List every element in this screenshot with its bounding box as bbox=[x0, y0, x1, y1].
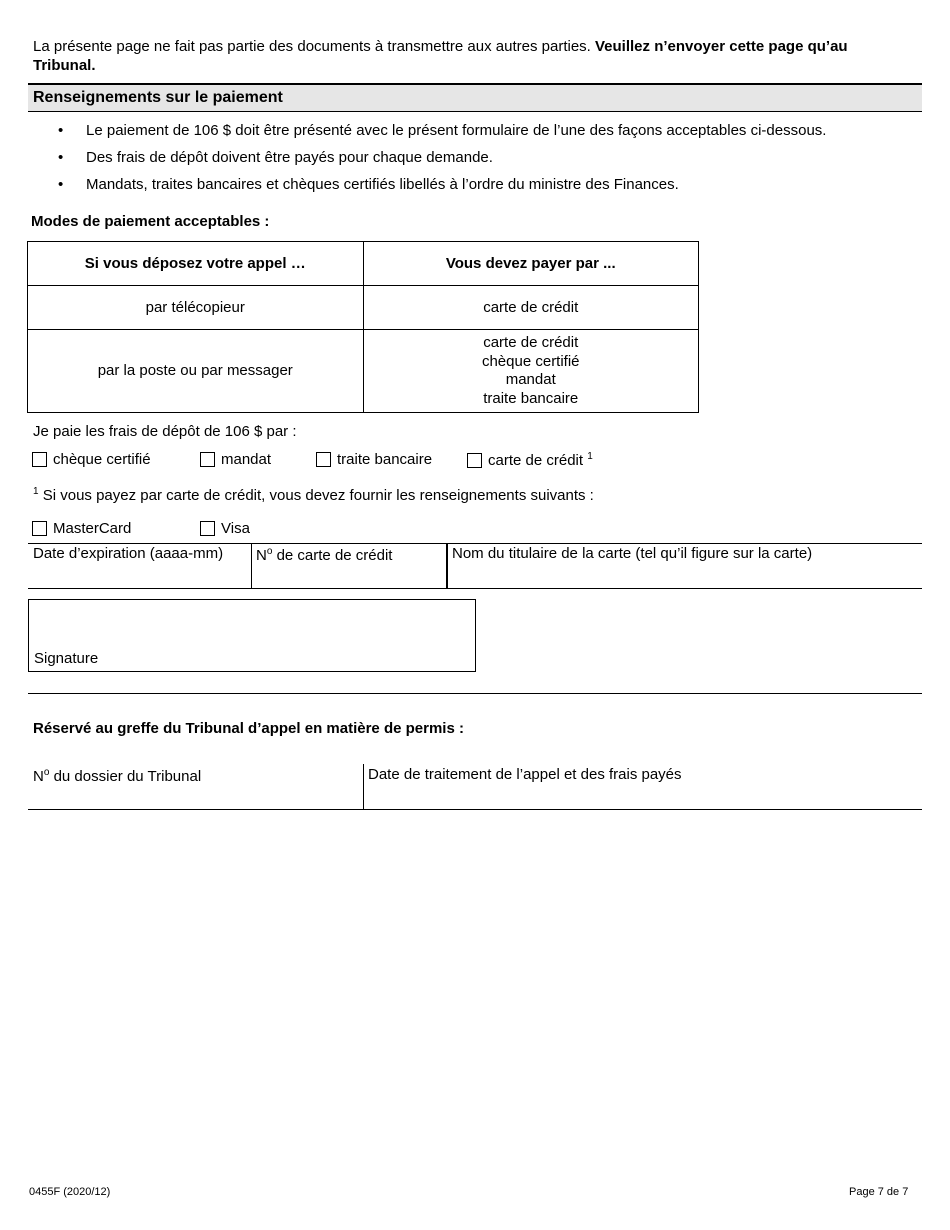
tribunal-file-number-label bbox=[33, 768, 201, 785]
footnote-ref: 1 bbox=[587, 451, 593, 462]
label-rest: du dossier du Tribunal bbox=[49, 768, 202, 785]
footnote-marker: 1 bbox=[33, 486, 39, 497]
option-label: mandat bbox=[221, 450, 272, 468]
payment-modes-table bbox=[27, 241, 699, 413]
signature-label: Signature bbox=[34, 650, 99, 667]
card-number-field[interactable] bbox=[256, 546, 392, 564]
signature-field[interactable] bbox=[28, 599, 476, 672]
label-sup: o bbox=[266, 546, 273, 557]
intro-notice bbox=[33, 37, 913, 75]
pay-option-text: carte de crédit bbox=[483, 334, 579, 351]
list-item: • Des frais de dépôt doivent être payés pour chaque demande. bbox=[58, 149, 938, 176]
field-top-border bbox=[28, 543, 922, 544]
field-bottom-border bbox=[28, 809, 922, 810]
section-title: Renseignements sur le paiement bbox=[33, 89, 283, 106]
list-item: • Mandats, traites bancaires et chèques certifiés libellés à l’ordre du ministre des Finances. bbox=[58, 176, 938, 203]
reserved-section-title: Réservé au greffe du Tribunal d’appel en matière de permis : bbox=[33, 720, 464, 737]
pay-option-text: chèque certifié bbox=[481, 352, 580, 370]
card-number-label bbox=[256, 547, 392, 564]
column-header-payment: Vous devez payer par ... bbox=[363, 242, 699, 286]
cardholder-name-label: Nom du titulaire de la carte (tel qu’il figure sur la carte) bbox=[452, 545, 813, 562]
visa-checkbox[interactable] bbox=[200, 521, 215, 536]
label-sup: o bbox=[43, 767, 50, 778]
option-bank-draft[interactable] bbox=[316, 449, 432, 469]
card-type-visa[interactable] bbox=[200, 518, 250, 538]
field-divider bbox=[446, 543, 448, 589]
card-label: MasterCard bbox=[53, 519, 132, 537]
table-row bbox=[28, 286, 699, 330]
processing-date-label: Date de traitement de l’appel et des frais payés bbox=[368, 766, 682, 783]
processing-date-field[interactable] bbox=[368, 766, 682, 783]
table-row bbox=[28, 330, 699, 413]
money-order-checkbox[interactable] bbox=[200, 452, 215, 467]
table-cell-pay bbox=[363, 330, 699, 413]
intro-bold-text: Veuillez n’envoyer cette page qu’au Tribunal. bbox=[33, 38, 848, 74]
option-certified-cheque[interactable] bbox=[32, 449, 151, 469]
tribunal-file-number-field[interactable] bbox=[33, 767, 201, 785]
pay-option-text: traite bancaire bbox=[483, 389, 579, 407]
field-divider bbox=[251, 543, 252, 589]
option-money-order[interactable] bbox=[200, 449, 271, 469]
bank-draft-checkbox[interactable] bbox=[316, 452, 331, 467]
certified-cheque-checkbox[interactable] bbox=[32, 452, 47, 467]
option-label: traite bancaire bbox=[337, 450, 433, 468]
table-cell-pay: carte de crédit bbox=[363, 286, 699, 330]
field-bottom-border bbox=[28, 588, 922, 589]
table-header-row bbox=[28, 242, 699, 286]
table-cell-method: par télécopieur bbox=[28, 286, 364, 330]
section-header bbox=[28, 85, 922, 112]
option-label: chèque certifié bbox=[53, 450, 151, 468]
expiry-date-label: Date d’expiration (aaaa-mm) bbox=[33, 545, 224, 562]
option-label-text: carte de crédit bbox=[488, 452, 584, 469]
card-type-mastercard[interactable] bbox=[32, 518, 131, 538]
card-label: Visa bbox=[221, 519, 250, 537]
footnote-text: Si vous payez par carte de crédit, vous devez fournir les renseignements suivants : bbox=[42, 487, 594, 504]
pay-option-text: mandat bbox=[505, 371, 556, 388]
form-identifier: 0455F (2020/12) bbox=[29, 1186, 111, 1198]
page-number: Page 7 de 7 bbox=[849, 1186, 909, 1198]
option-label bbox=[488, 451, 593, 469]
table-cell-method: par la poste ou par messager bbox=[28, 330, 364, 413]
label-prefix: N bbox=[256, 547, 267, 564]
payment-modes-title: Modes de paiement acceptables : bbox=[31, 213, 270, 230]
cardholder-name-field[interactable] bbox=[452, 545, 812, 562]
option-credit-card[interactable] bbox=[467, 450, 593, 470]
credit-card-footnote bbox=[33, 486, 594, 504]
list-item: • Le paiement de 106 $ doit être présenté avec le présent formulaire de l’une des façons acceptables ci-dessous. bbox=[58, 122, 938, 149]
intro-text: La présente page ne fait pas partie des documents à transmettre aux autres parties. bbox=[33, 38, 595, 55]
column-header-filing: Si vous déposez votre appel … bbox=[28, 242, 364, 286]
credit-card-checkbox[interactable] bbox=[467, 453, 482, 468]
expiry-date-field[interactable] bbox=[33, 545, 223, 562]
label-rest: de carte de crédit bbox=[272, 547, 393, 564]
label-prefix: N bbox=[33, 768, 44, 785]
field-divider bbox=[363, 764, 364, 809]
section-separator bbox=[28, 693, 922, 694]
mastercard-checkbox[interactable] bbox=[32, 521, 47, 536]
payment-method-prompt: Je paie les frais de dépôt de 106 $ par : bbox=[33, 423, 297, 440]
payment-info-list bbox=[58, 122, 938, 203]
